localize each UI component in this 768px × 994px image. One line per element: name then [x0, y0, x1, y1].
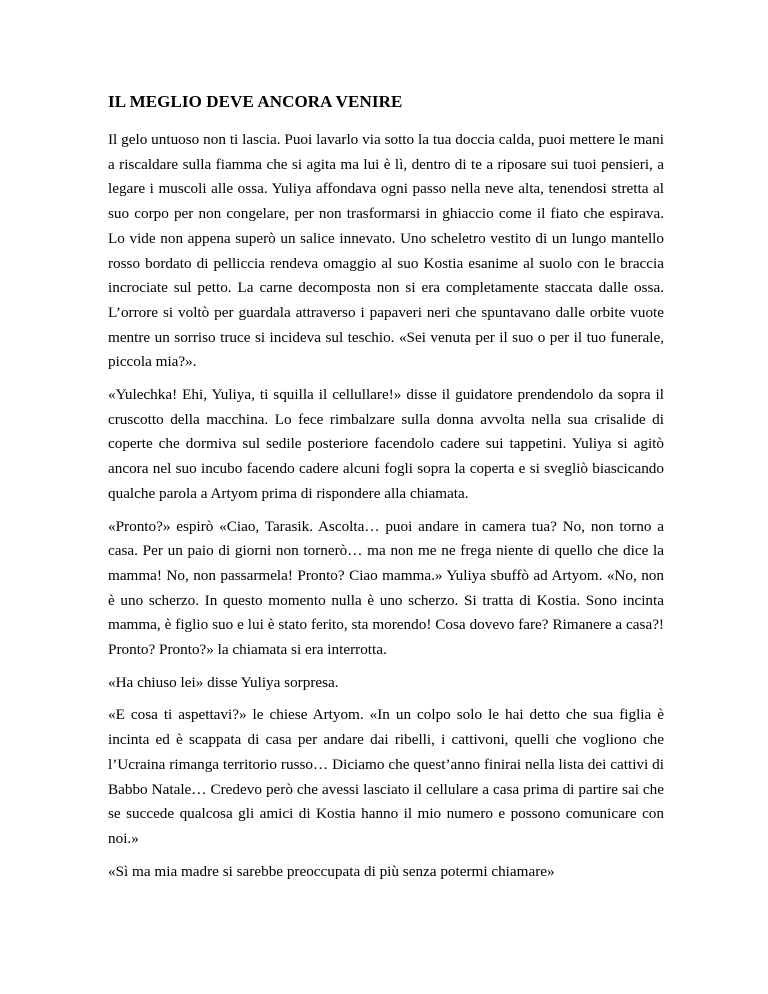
paragraph-3: «Pronto?» espirò «Ciao, Tarasik. Ascolta… puoi andare in camera tua? No, non torno a casa. Per un paio di giorni non tornerò… ma non me ne frega niente di quello che dice la mamma! No, non passarmela! Pronto? Ciao mamma.» Yuliya sbuffò ad Artyom. «No, non è uno scherzo. In questo momento nulla è uno scherzo. Si tratta di Kostia. Sono incinta mamma, è figlio suo e lui è stato ferito, sta morendo! Cosa dovevo fare? Rimanere a casa?! Pronto? Pronto?» la chiamata si era interrotta. — [108, 517, 664, 659]
paragraph-6: «Sì ma mia madre si sarebbe preoccupata di più senza potermi chiamare» — [108, 862, 555, 880]
paragraph-1: Il gelo untuoso non ti lascia. Puoi lavarlo via sotto la tua doccia calda, puoi mettere le mani a riscaldare sulla fiamma che si agita ma lui è lì, dentro di te a riposare sui tuoi pensieri, a legare i muscoli alle ossa. Yuliya affondava ogni passo nella neve alta, tenendosi stretta al suo corpo per non congelare, per non trasformarsi in ghiaccio come il fiato che espirava. Lo vide non appena superò un salice innevato. Uno scheletro vestito di un lungo mantello rosso bordato di pelliccia rendeva omaggio al suo Kostia esanime al suolo con le braccia incrociate sul petto. La carne decomposta non si era completamente staccata dalle ossa. L’orrore si voltò per guardala attraverso i papaveri neri che spuntavano dalle orbite vuote mentre un sorriso truce si incideva sul teschio. «Sei venuta per il suo o per il tuo funerale, piccola mia?». — [108, 131, 664, 371]
paragraph-2: «Yulechka! Ehi, Yuliya, ti squilla il cellullare!» disse il guidatore prendendolo da sopra il cruscotto della macchina. Lo fece rimbalzare sulla donna avvolta nella sua crisalide di coperte che dormiva sul sedile posteriore facendolo cadere sui tappetini. Yuliya si agitò ancora nel suo incubo facendo cadere alcuni fogli sopra la coperta e si svegliò biascicando qualche parola a Artyom prima di rispondere alla chiamata. — [108, 386, 664, 502]
document-title: IL MEGLIO DEVE ANCORA VENIRE — [108, 92, 403, 111]
document-page — [108, 92, 664, 892]
paragraph-4: «Ha chiuso lei» disse Yuliya sorpresa. — [108, 673, 339, 691]
paragraph-5: «E cosa ti aspettavi?» le chiese Artyom. «In un colpo solo le hai detto che sua figlia è incinta ed è scappata di casa per andare dai ribelli, i cattivoni, quelli che vogliono che l’Ucraina rimanga territorio russo… Diciamo che quest’anno finirai nella lista dei cattivi di Babbo Natale… Credevo però che avessi lasciato il cellulare a casa prima di partire sai che se succede qualcosa gli amici di Kostia hanno il mio numero e possono comunicare con noi.» — [108, 706, 664, 847]
